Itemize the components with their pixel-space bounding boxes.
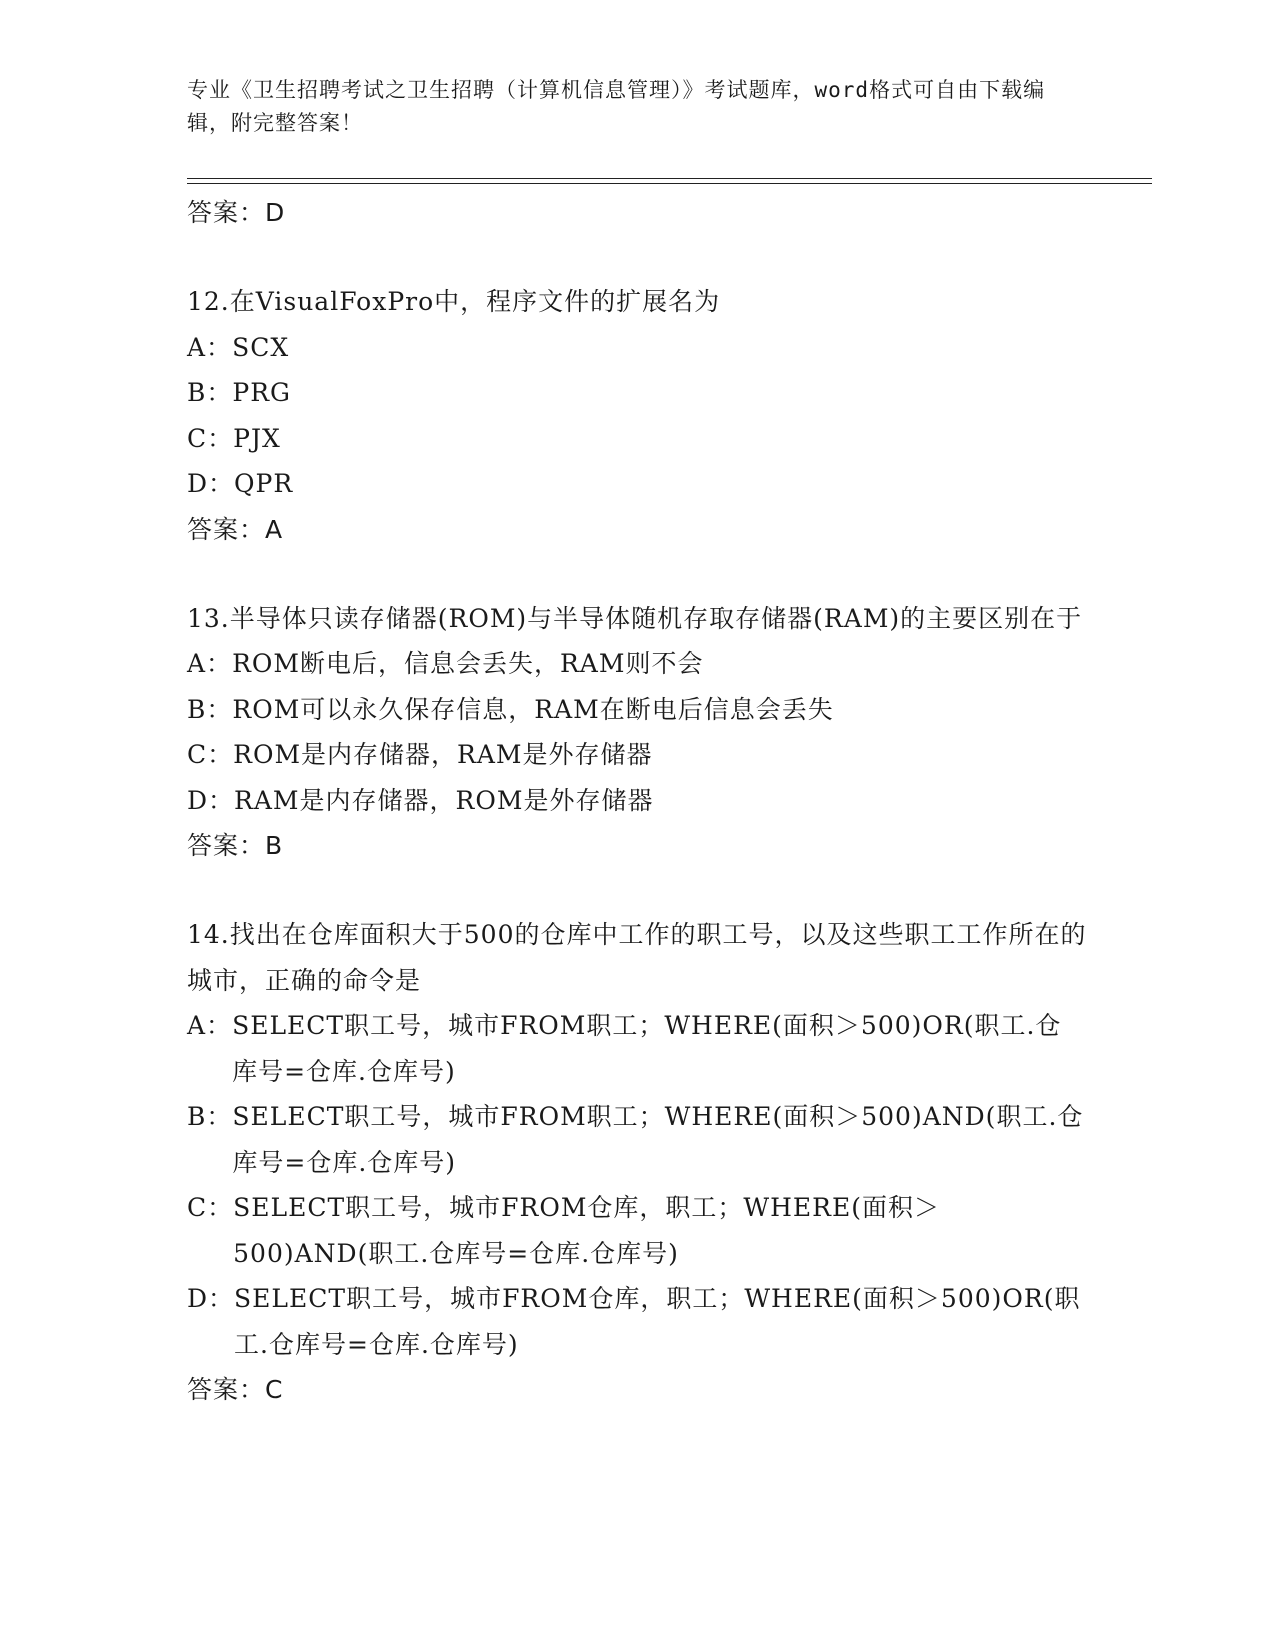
question-13 [187, 596, 1087, 869]
option-c [187, 732, 1087, 778]
answer-line: 答案：A [187, 514, 284, 544]
header-divider-top [187, 178, 1152, 179]
option-d [187, 1276, 1087, 1367]
option-label: C： [187, 423, 234, 453]
header-text: 专业《卫生招聘考试之卫生招聘（计算机信息管理）》考试题库，word格式可自由下载编辑，附完整答案！ [187, 78, 1046, 135]
option-b [187, 370, 1087, 416]
option-a [187, 1003, 1087, 1094]
option-label: C： [187, 740, 234, 769]
previous-answer: 答案：D [187, 198, 286, 227]
answer-line: 答案：C [187, 1375, 284, 1404]
option-text: ROM断电后，信息会丢失，RAM则不会 [232, 649, 704, 678]
option-label: A： [187, 649, 233, 678]
question-stem: 12.在VisualFoxPro中，程序文件的扩展名为 [187, 287, 721, 316]
option-text: SELECT职工号，城市FROM仓库，职工；WHERE(面积＞500)AND(职工.仓库号=仓库.仓库号) [233, 1193, 941, 1268]
option-label: B： [187, 378, 233, 407]
option-c [187, 1185, 1087, 1276]
option-text: ROM是内存储器，RAM是外存储器 [233, 740, 653, 769]
option-label: A： [187, 1011, 233, 1040]
header-divider-bottom [187, 183, 1152, 184]
option-a [187, 325, 1087, 371]
option-b [187, 1094, 1087, 1185]
option-text: QPR [234, 469, 294, 498]
question-12 [187, 279, 1087, 552]
option-a [187, 641, 1087, 687]
option-label: B： [187, 1102, 233, 1131]
option-c [187, 416, 1087, 462]
option-d [187, 778, 1087, 824]
option-label: D： [187, 785, 235, 815]
option-text: PJX [233, 423, 281, 453]
option-label: C： [187, 1193, 234, 1222]
option-text: SELECT职工号，城市FROM职工；WHERE(面积＞500)AND(职工.仓库号=仓库.仓库号) [232, 1102, 1084, 1177]
option-d [187, 461, 1087, 507]
question-14 [187, 912, 1087, 1412]
question-stem: 13.半导体只读存储器(ROM)与半导体随机存取存储器(RAM)的主要区别在于 [187, 603, 1083, 633]
option-text: ROM可以永久保存信息，RAM在断电后信息会丢失 [232, 694, 834, 724]
option-text: RAM是内存储器，ROM是外存储器 [234, 785, 654, 815]
option-text: SELECT职工号，城市FROM仓库，职工；WHERE(面积＞500)OR(职工.仓库号=仓库.仓库号) [234, 1284, 1081, 1359]
document-header [187, 74, 1067, 140]
answer-line: 答案：B [187, 831, 284, 860]
option-label: B： [187, 694, 233, 724]
question-content [187, 190, 1087, 1412]
option-b [187, 687, 1087, 733]
option-label: A： [187, 332, 233, 362]
option-label: D： [187, 1284, 235, 1313]
option-text: SELECT职工号，城市FROM职工；WHERE(面积＞500)OR(职工.仓库号=仓库.仓库号) [232, 1011, 1062, 1086]
option-text: SCX [232, 332, 290, 362]
option-label: D： [187, 469, 235, 498]
option-text: PRG [232, 378, 291, 407]
question-stem: 14.找出在仓库面积大于500的仓库中工作的职工号，以及这些职工工作所在的城市，正确的命令是 [187, 920, 1087, 995]
